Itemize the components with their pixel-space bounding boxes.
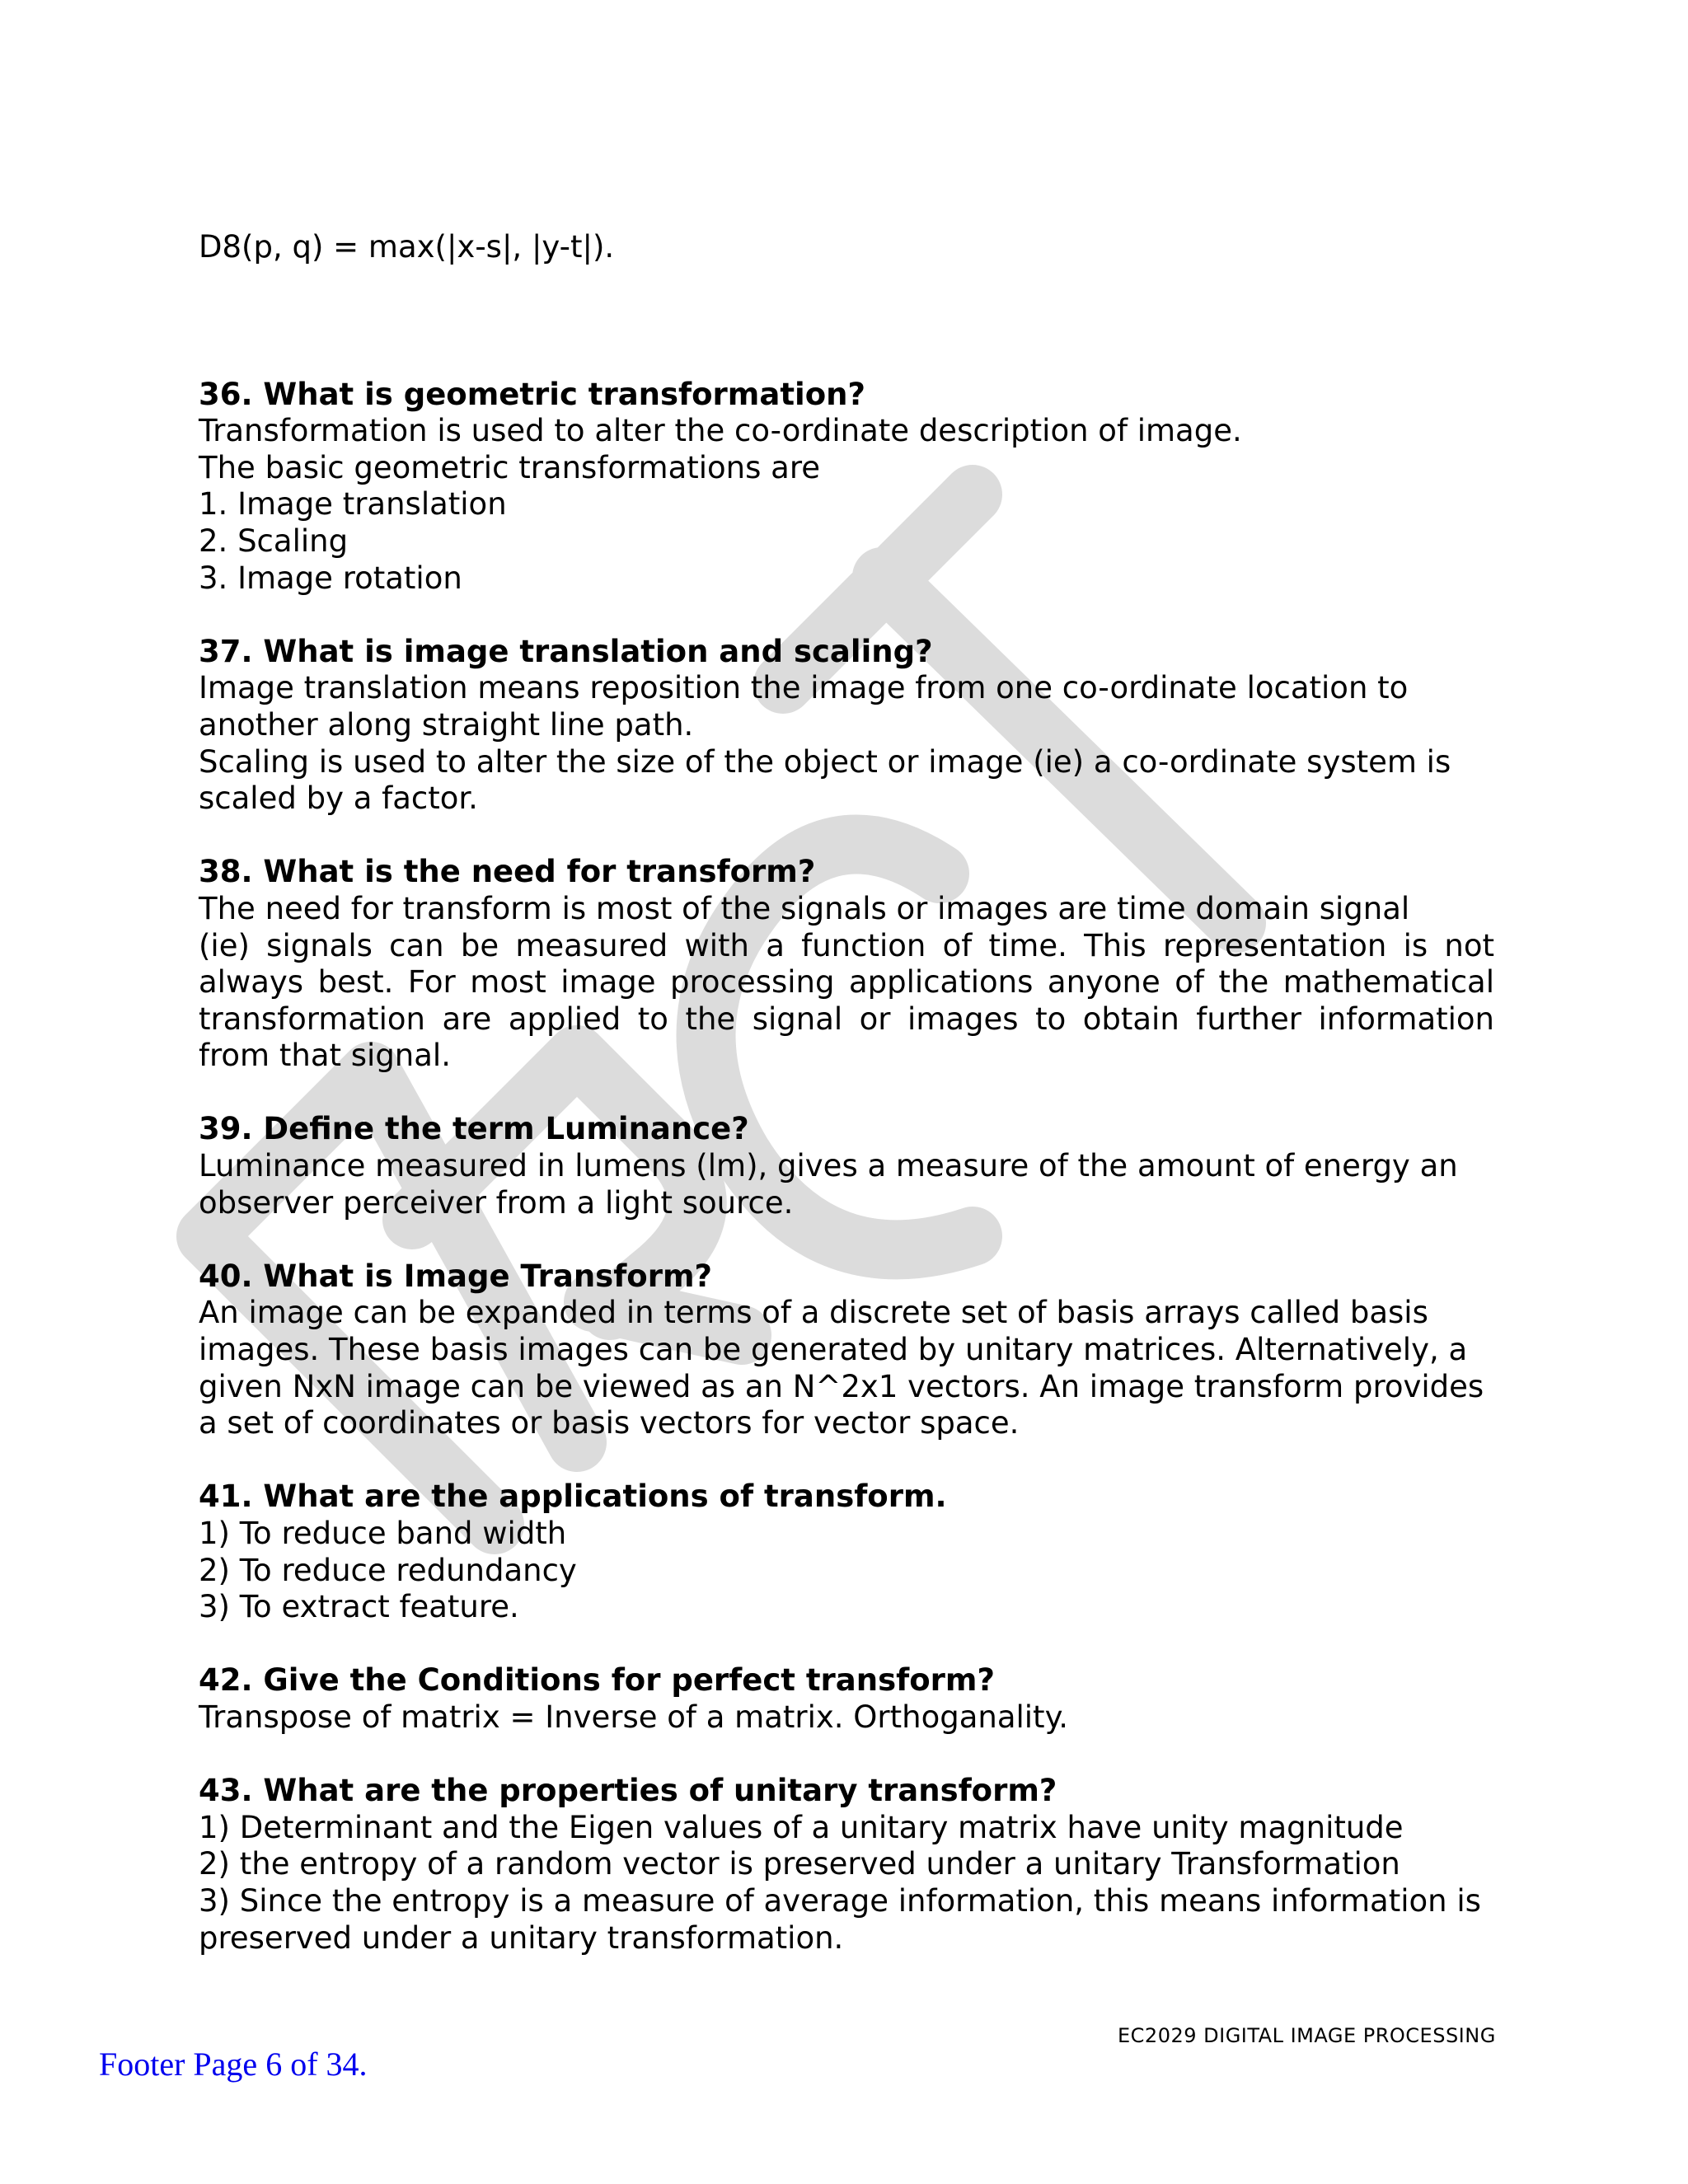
answer-paragraph: Scaling is used to alter the size of the object or image (ie) a co-ordinate system is scaled by a factor. xyxy=(199,743,1451,817)
question-title: 42. Give the Conditions for perfect transform? xyxy=(199,1662,995,1699)
document-footer: EC2029 DIGITAL IMAGE PROCESSING xyxy=(1118,2024,1496,2047)
question-36 xyxy=(199,377,1494,598)
answer-paragraph: (ie) signals can be measured with a function of time. This representation is not always best. For most image processing applications anyone of the mathematical transformation are applied to the signal or images to obtain further information from that signal. xyxy=(199,927,1494,1074)
answer-paragraph: An image can be expanded in terms of a discrete set of basis arrays called basis images. These basis images can be generated by unitary matrices. Alternatively, a given NxN image can be viewed as an N^2x1 vectors. An image transform provides a set of coordinates or basis vectors for vector space. xyxy=(199,1295,1484,1441)
question-37 xyxy=(199,634,1494,818)
answer-paragraph: Image translation means reposition the image from one co-ordinate location to another along straight line path. xyxy=(199,670,1409,743)
list-item: 3) Since the entropy is a measure of average information, this means information is preserved under a unitary transformation. xyxy=(199,1882,1481,1956)
question-41 xyxy=(199,1479,1494,1625)
answer-line: The need for transform is most of the signals or images are time domain signal xyxy=(199,890,1410,926)
question-title: 41. What are the applications of transform. xyxy=(199,1479,947,1515)
question-title: 40. What is Image Transform? xyxy=(199,1258,712,1294)
question-title: 38. What is the need for transform? xyxy=(199,854,816,890)
list-item: 2. Scaling xyxy=(199,523,349,559)
list-item: 2) the entropy of a random vector is preserved under a unitary Transformation xyxy=(199,1846,1400,1882)
list-item: 3) To extract feature. xyxy=(199,1589,519,1625)
question-43 xyxy=(199,1773,1494,1957)
question-42 xyxy=(199,1662,1494,1736)
document-body xyxy=(199,229,1494,1957)
question-40 xyxy=(199,1258,1494,1442)
question-title: 37. What is image translation and scaling? xyxy=(199,633,933,669)
list-item: 1) Determinant and the Eigen values of a unitary matrix have unity magnitude xyxy=(199,1809,1404,1845)
question-title: 39. Define the term Luminance? xyxy=(199,1111,749,1147)
question-38 xyxy=(199,854,1494,1075)
answer-line: Transpose of matrix = Inverse of a matrix. Orthoganality. xyxy=(199,1699,1068,1735)
answer-line: Transformation is used to alter the co-ordinate description of image. xyxy=(199,413,1242,449)
answer-line: The basic geometric transformations are xyxy=(199,449,821,485)
question-39 xyxy=(199,1111,1494,1221)
list-item: 1) To reduce band width xyxy=(199,1516,567,1551)
intro-formula: D8(p, q) = max(|x-s|, |y-t|). xyxy=(199,229,615,265)
list-item: 1. Image translation xyxy=(199,486,507,523)
list-item: 2) To reduce redundancy xyxy=(199,1552,577,1588)
question-title: 43. What are the properties of unitary transform? xyxy=(199,1773,1057,1809)
answer-paragraph: Luminance measured in lumens (lm), gives a measure of the amount of energy an observer perceiver from a light source. xyxy=(199,1148,1458,1221)
page-footer: Footer Page 6 of 34. xyxy=(99,2046,368,2083)
list-item: 3. Image rotation xyxy=(199,560,462,596)
question-title: 36. What is geometric transformation? xyxy=(199,376,865,412)
